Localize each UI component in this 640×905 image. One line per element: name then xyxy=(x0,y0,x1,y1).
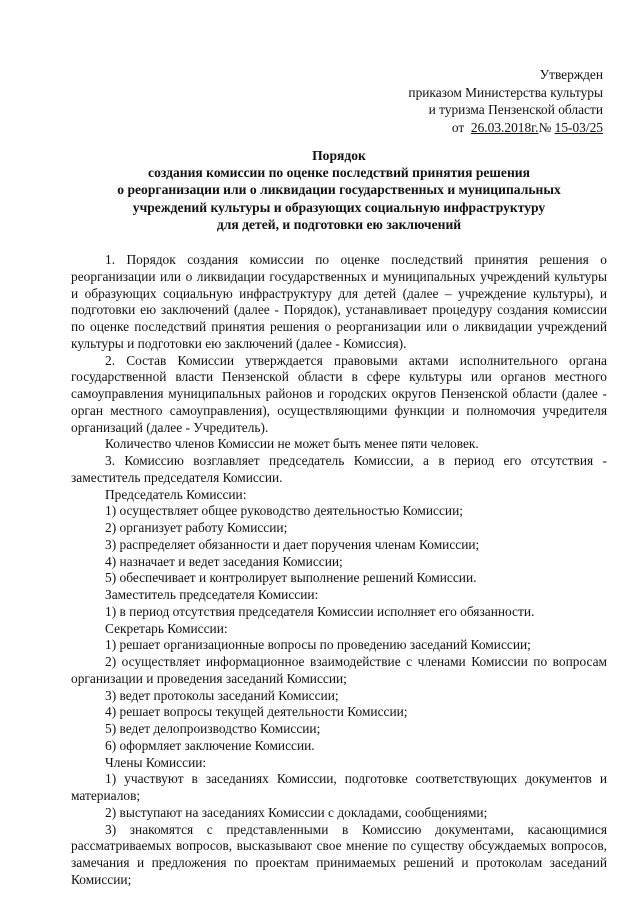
paragraph: Заместитель председателя Комиссии: xyxy=(105,587,319,602)
list-item: 1) осуществляет общее руководство деятельностью Комиссии; xyxy=(105,503,463,519)
paragraph: Количество членов Комиссии не может быть менее пяти человек. xyxy=(105,436,479,452)
list-item: 2) выступают на заседаниях Комиссии с докладами, сообщениями; xyxy=(105,804,488,820)
approval-line-date-number xyxy=(383,119,603,137)
paragraph: Секретарь Комиссии: xyxy=(105,620,228,636)
list-item: 3) знакомятся с представленными в Комиссию документами, касающимися рассматриваемых вопросов, высказывают свое мнение по существу обсуждаемых вопросов, замечания и предложения по проектам принимаемых решений и протоколам заседаний Комиссии; xyxy=(71,821,607,887)
approval-line-order: приказом Министерства культуры xyxy=(408,84,603,100)
paragraph: 1. Порядок создания комиссии по оценке последствий принятия решения о реорганизации или о ликвидации государственных и муниципальных учреждений культуры и образующих социальную инфраструктуру для детей (далее – учреждение культуры), и подготовки ею заключений (далее - Порядок), устанавливает процедуру создания комиссии по оценке последствий принятия решения о реорганизации или о ликвидации учреждений культуры и подготовки ею заключений (далее - Комиссия). xyxy=(71,252,607,351)
paragraph: Члены Комиссии: xyxy=(105,754,207,770)
approval-date: 26.03.2018г. xyxy=(470,119,539,135)
list-item: 4) решает вопросы текущей деятельности Комиссии; xyxy=(105,704,408,720)
list-item: 1) участвуют в заседаниях Комиссии, подготовке соответствующих документов и материалов; xyxy=(71,771,607,803)
approval-from-label: от xyxy=(451,119,465,135)
list-item: 2) осуществляет информационное взаимодействие с членами Комиссии по вопросам организации и проведения заседаний Комиссии; xyxy=(71,654,607,686)
list-item: 5) ведет делопроизводство Комиссии; xyxy=(105,721,321,736)
approval-number: 15-03/25 xyxy=(554,119,603,135)
list-item: 3) ведет протоколы заседаний Комиссии; xyxy=(105,687,339,703)
title-heading: Порядок xyxy=(312,148,366,163)
list-item: 1) в период отсутствия председателя Комиссии исполняет его обязанности. xyxy=(105,603,535,619)
paragraph: 3. Комиссию возглавляет председатель Комиссии, а в период его отсутствия - заместитель председателя Комиссии. xyxy=(71,453,607,485)
approval-number-label: № xyxy=(538,119,552,135)
document-body xyxy=(71,252,607,889)
list-item: 2) организует работу Комиссии; xyxy=(105,520,288,535)
list-item: 1) решает организационные вопросы по проведению заседаний Комиссии; xyxy=(105,637,531,653)
title-line: о реорганизации или о ликвидации государственных и муниципальных xyxy=(117,182,561,198)
approval-stamp xyxy=(383,66,603,136)
paragraph: 2. Состав Комиссии утверждается правовыми актами исполнительного органа государственной власти Пензенской области в сфере культуры или органов местного самоуправления муниципальных районов и городских округов Пензенской области (далее - орган местного самоуправления), осуществляющими функции и полномочия учредителя организаций (далее - Учредитель). xyxy=(71,352,607,435)
document-title xyxy=(70,147,608,233)
title-line: для детей, и подготовки ею заключений xyxy=(216,216,462,232)
approval-line-approved: Утвержден xyxy=(539,67,603,82)
list-item: 5) обеспечивает и контролирует выполнение решений Комиссии. xyxy=(105,570,477,586)
approval-line-ministry: и туризма Пензенской области xyxy=(428,102,603,117)
list-item: 3) распределяет обязанности и дает поручения членам Комиссии; xyxy=(105,536,480,552)
list-item: 6) оформляет заключение Комиссии. xyxy=(105,737,315,753)
paragraph: Председатель Комиссии: xyxy=(105,486,247,502)
title-line: учреждений культуры и образующих социальную инфраструктуру xyxy=(132,199,546,215)
list-item: 4) назначает и ведет заседания Комиссии; xyxy=(105,553,343,569)
title-line: создания комиссии по оценке последствий принятия решения xyxy=(148,165,530,181)
